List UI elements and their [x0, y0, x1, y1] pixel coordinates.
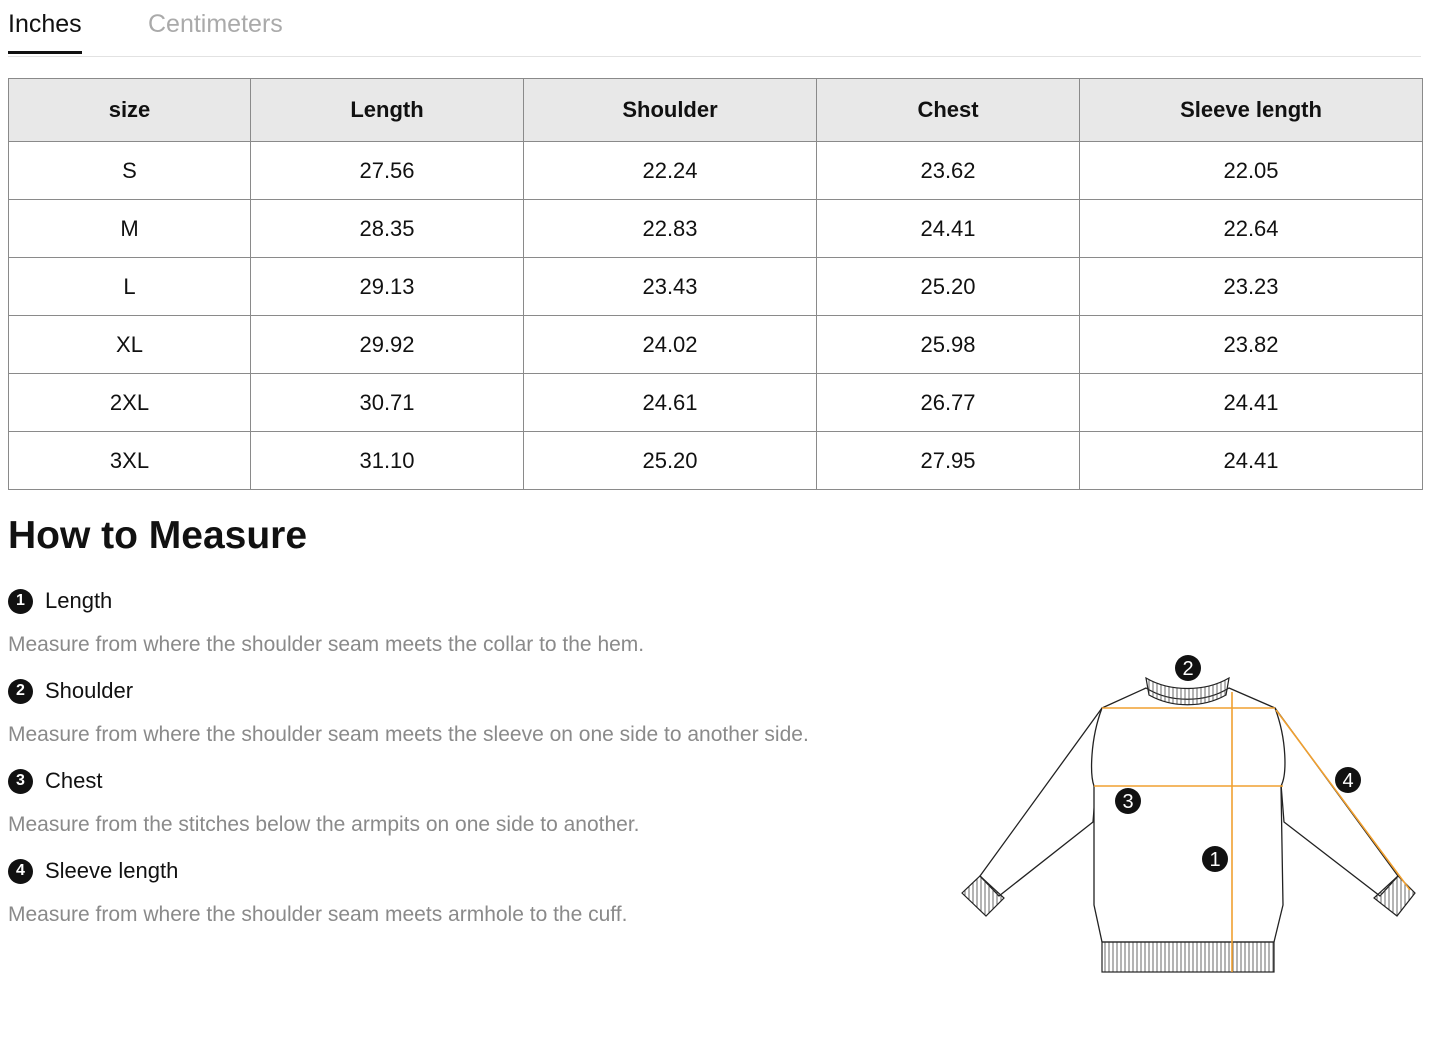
step-number-1-icon: 1: [8, 589, 33, 614]
unit-tabs: [8, 0, 1421, 57]
table-header-row: [9, 79, 1423, 142]
step-number-3-icon: 3: [8, 769, 33, 794]
step-number-4-icon: 4: [8, 859, 33, 884]
step-description: Measure from where the shoulder seam meets armhole to the cuff.: [8, 903, 628, 926]
cell-chest: 26.77: [817, 374, 1080, 432]
how-to-measure-title: How to Measure: [8, 514, 308, 557]
cell-sleeve-length: 23.23: [1080, 258, 1423, 316]
cell-sleeve-length: 23.82: [1080, 316, 1423, 374]
cell-chest: 23.62: [817, 142, 1080, 200]
cell-shoulder: 22.24: [524, 142, 817, 200]
cell-shoulder: 22.83: [524, 200, 817, 258]
cell-size: S: [9, 142, 251, 200]
svg-text:4: 4: [1342, 770, 1354, 792]
table-row: [9, 374, 1423, 432]
table-row: [9, 258, 1423, 316]
cell-shoulder: 25.20: [524, 432, 817, 490]
measure-step-shoulder: [8, 678, 133, 704]
column-header-shoulder: Shoulder: [524, 79, 817, 142]
column-header-sleeve-length: Sleeve length: [1080, 79, 1423, 142]
table-row: [9, 142, 1423, 200]
cell-length: 29.13: [251, 258, 524, 316]
cell-shoulder: 23.43: [524, 258, 817, 316]
svg-text:2: 2: [1182, 658, 1194, 680]
cell-sleeve-length: 22.64: [1080, 200, 1423, 258]
step-label: Sleeve length: [45, 858, 179, 883]
table-row: [9, 432, 1423, 490]
cell-chest: 25.98: [817, 316, 1080, 374]
cell-sleeve-length: 24.41: [1080, 432, 1423, 490]
cell-size: L: [9, 258, 251, 316]
cell-chest: 24.41: [817, 200, 1080, 258]
step-number-2-icon: 2: [8, 679, 33, 704]
column-header-length: Length: [251, 79, 524, 142]
cell-length: 30.71: [251, 374, 524, 432]
cell-sleeve-length: 22.05: [1080, 142, 1423, 200]
cell-size: 3XL: [9, 432, 251, 490]
column-header-size: size: [9, 79, 251, 142]
step-label: Length: [45, 588, 113, 613]
svg-text:1: 1: [1209, 849, 1221, 871]
cell-shoulder: 24.61: [524, 374, 817, 432]
cell-length: 29.92: [251, 316, 524, 374]
tab-inches[interactable]: Inches: [8, 10, 82, 54]
tab-centimeters[interactable]: Centimeters: [148, 10, 283, 38]
size-chart-table: [8, 78, 1423, 490]
table-row: [9, 200, 1423, 258]
svg-text:3: 3: [1122, 791, 1134, 813]
cell-size: 2XL: [9, 374, 251, 432]
cell-size: M: [9, 200, 251, 258]
measure-step-chest: [8, 768, 102, 794]
step-description: Measure from the stitches below the armpits on one side to another.: [8, 813, 640, 836]
cell-size: XL: [9, 316, 251, 374]
step-label: Shoulder: [45, 678, 134, 703]
measure-step-length: [8, 588, 112, 614]
sweater-measurement-diagram-icon: [955, 650, 1425, 985]
column-header-chest: Chest: [817, 79, 1080, 142]
step-description: Measure from where the shoulder seam meets the collar to the hem.: [8, 633, 645, 656]
cell-sleeve-length: 24.41: [1080, 374, 1423, 432]
cell-length: 31.10: [251, 432, 524, 490]
cell-shoulder: 24.02: [524, 316, 817, 374]
cell-length: 27.56: [251, 142, 524, 200]
cell-length: 28.35: [251, 200, 524, 258]
measure-step-sleeve-length: [8, 858, 178, 884]
step-description: Measure from where the shoulder seam meets the sleeve on one side to another side.: [8, 723, 809, 746]
step-label: Chest: [45, 768, 103, 793]
table-row: [9, 316, 1423, 374]
cell-chest: 27.95: [817, 432, 1080, 490]
cell-chest: 25.20: [817, 258, 1080, 316]
